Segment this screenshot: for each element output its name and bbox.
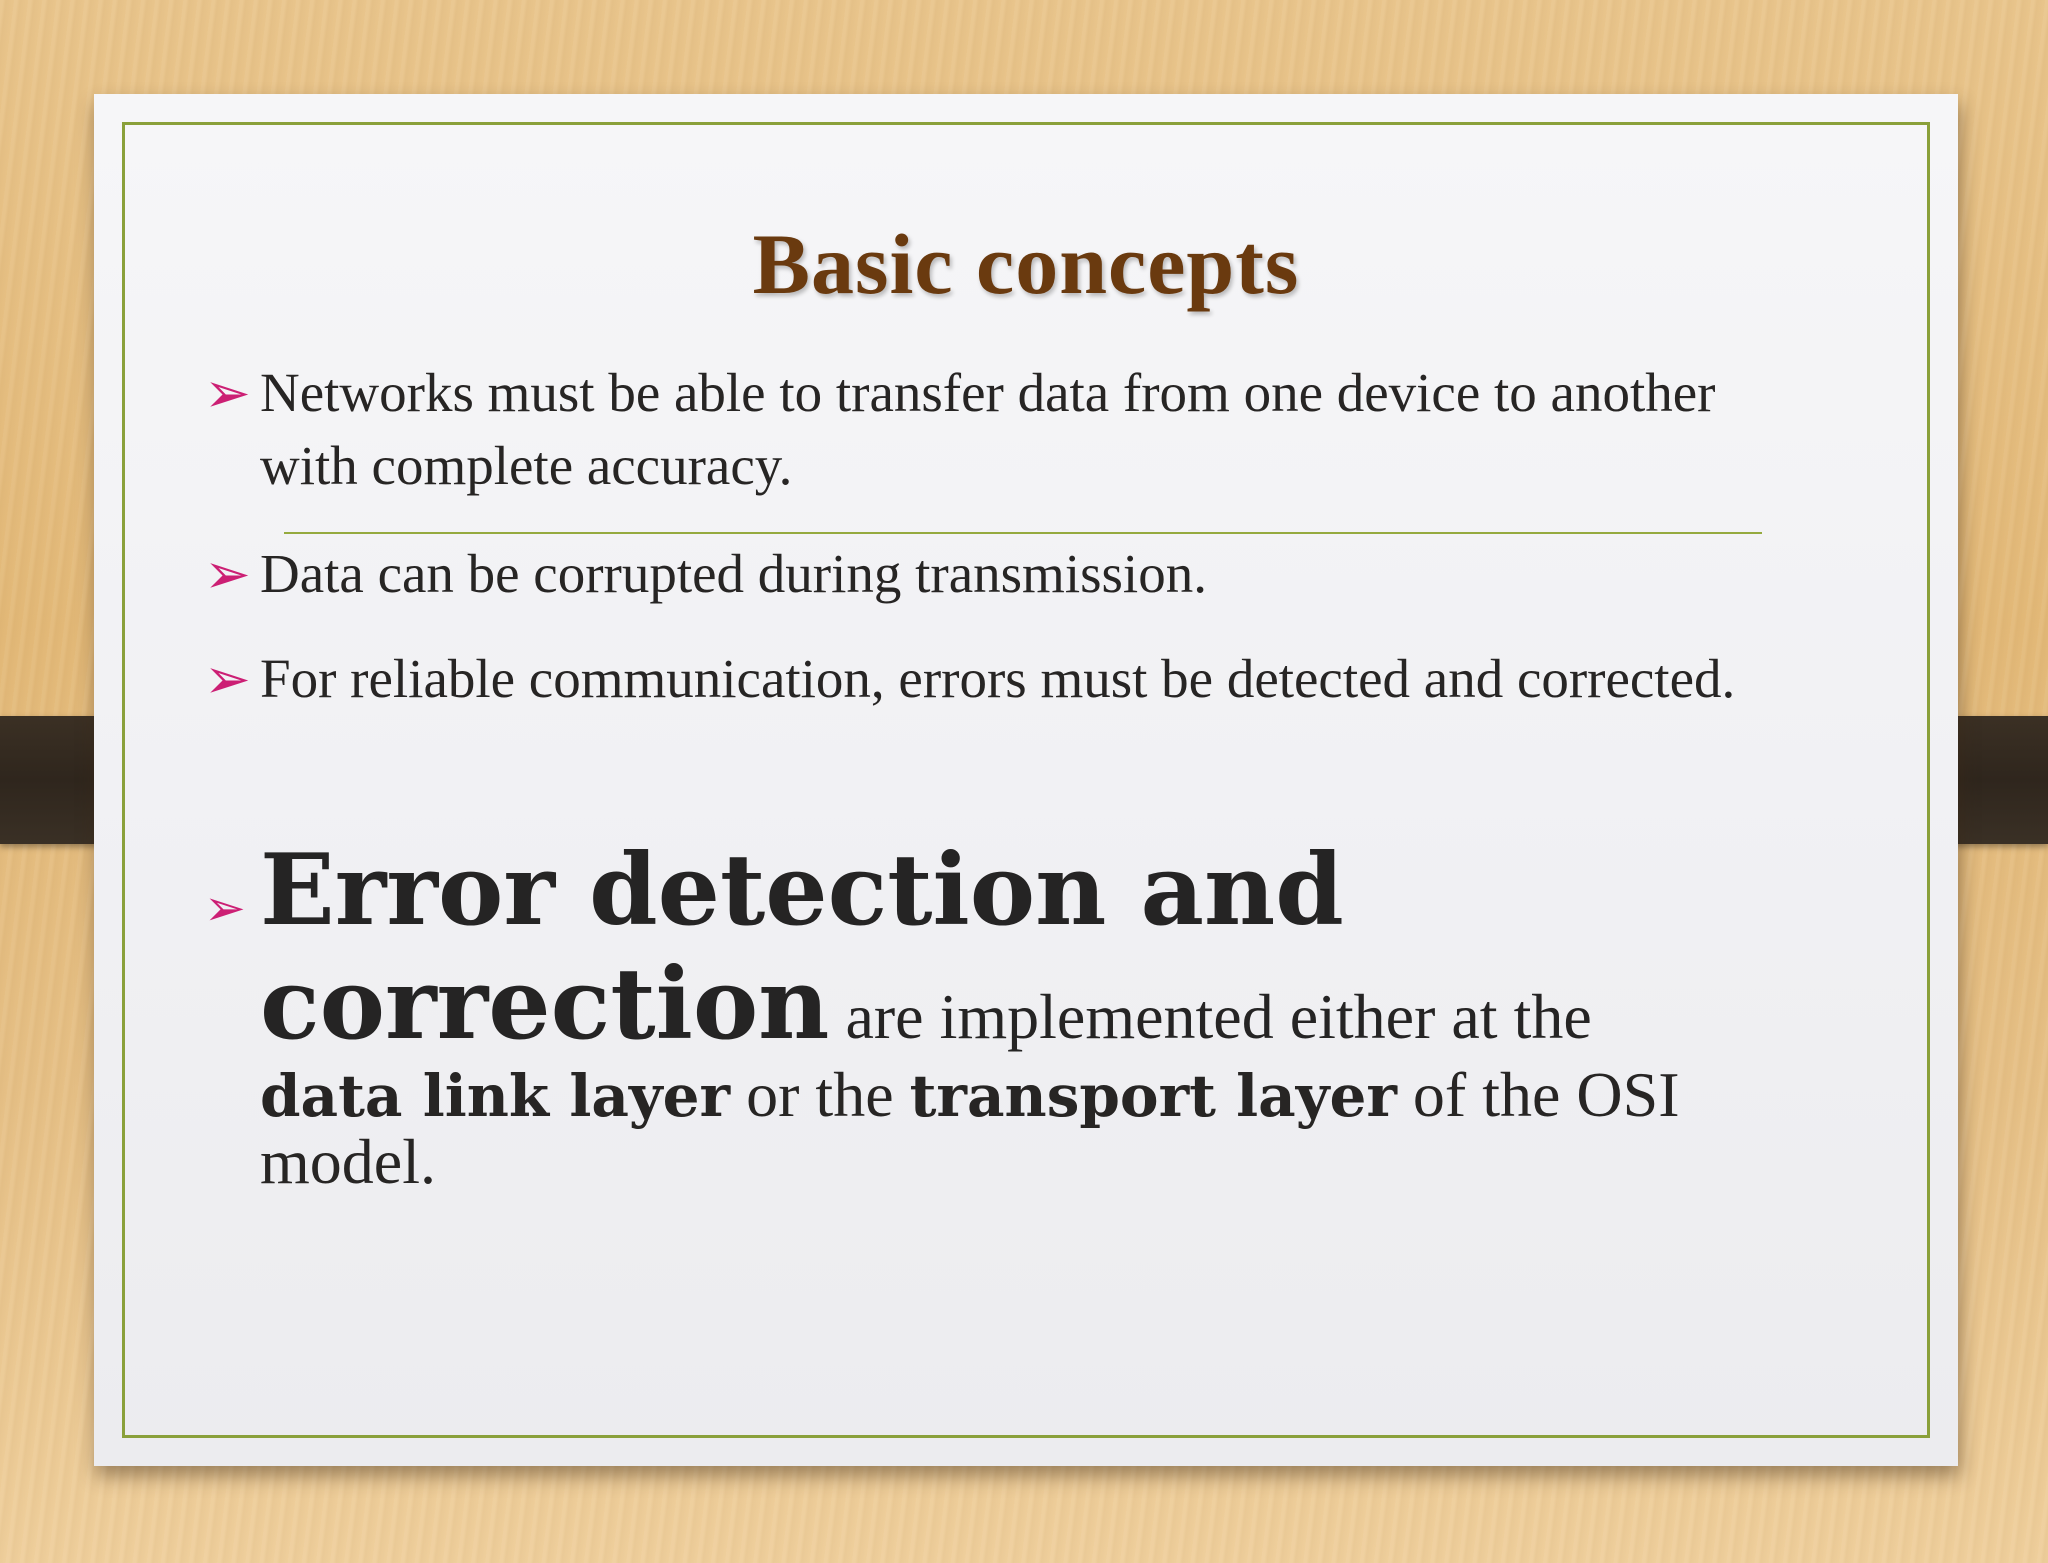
bold-data-link-layer: data link layer [260, 1062, 731, 1130]
bullet-item-3 [204, 642, 1824, 715]
arrow-bullet-icon: ➢ [204, 544, 251, 606]
rest-text-1: are implemented either at the [829, 981, 1592, 1052]
bullet-item-2 [204, 537, 1824, 610]
bullet-text: Data can be corrupted during transmission. [260, 543, 1207, 604]
divider-line [284, 532, 1762, 534]
bold-transport-layer: transport layer [909, 1062, 1397, 1130]
bullet-text [204, 834, 1860, 1195]
arrow-bullet-icon: ➢ [204, 880, 246, 936]
arrow-bullet-icon: ➢ [204, 649, 251, 711]
bullet-line-3 [260, 1059, 1860, 1130]
rest-text-2: of the OSI [1396, 1059, 1680, 1130]
arrow-bullet-icon: ➢ [204, 363, 251, 425]
bullet-text: For reliable communication, errors must be detected and corrected. [260, 648, 1736, 709]
bullet-text: Networks must be able to transfer data from one device to another with complete accuracy. [260, 362, 1716, 496]
mid-text: or the [730, 1059, 910, 1130]
rest-text-3: model. [260, 1126, 436, 1197]
slide [94, 94, 1958, 1466]
bold-lead-2: correction [260, 947, 830, 1062]
bullet-item-1 [204, 356, 1824, 502]
bold-lead-1: Error detection and [260, 833, 1344, 948]
slide-frame [122, 122, 1930, 1438]
slide-title: Basic concepts [752, 216, 1300, 312]
bullet-item-4 [204, 834, 1824, 1195]
